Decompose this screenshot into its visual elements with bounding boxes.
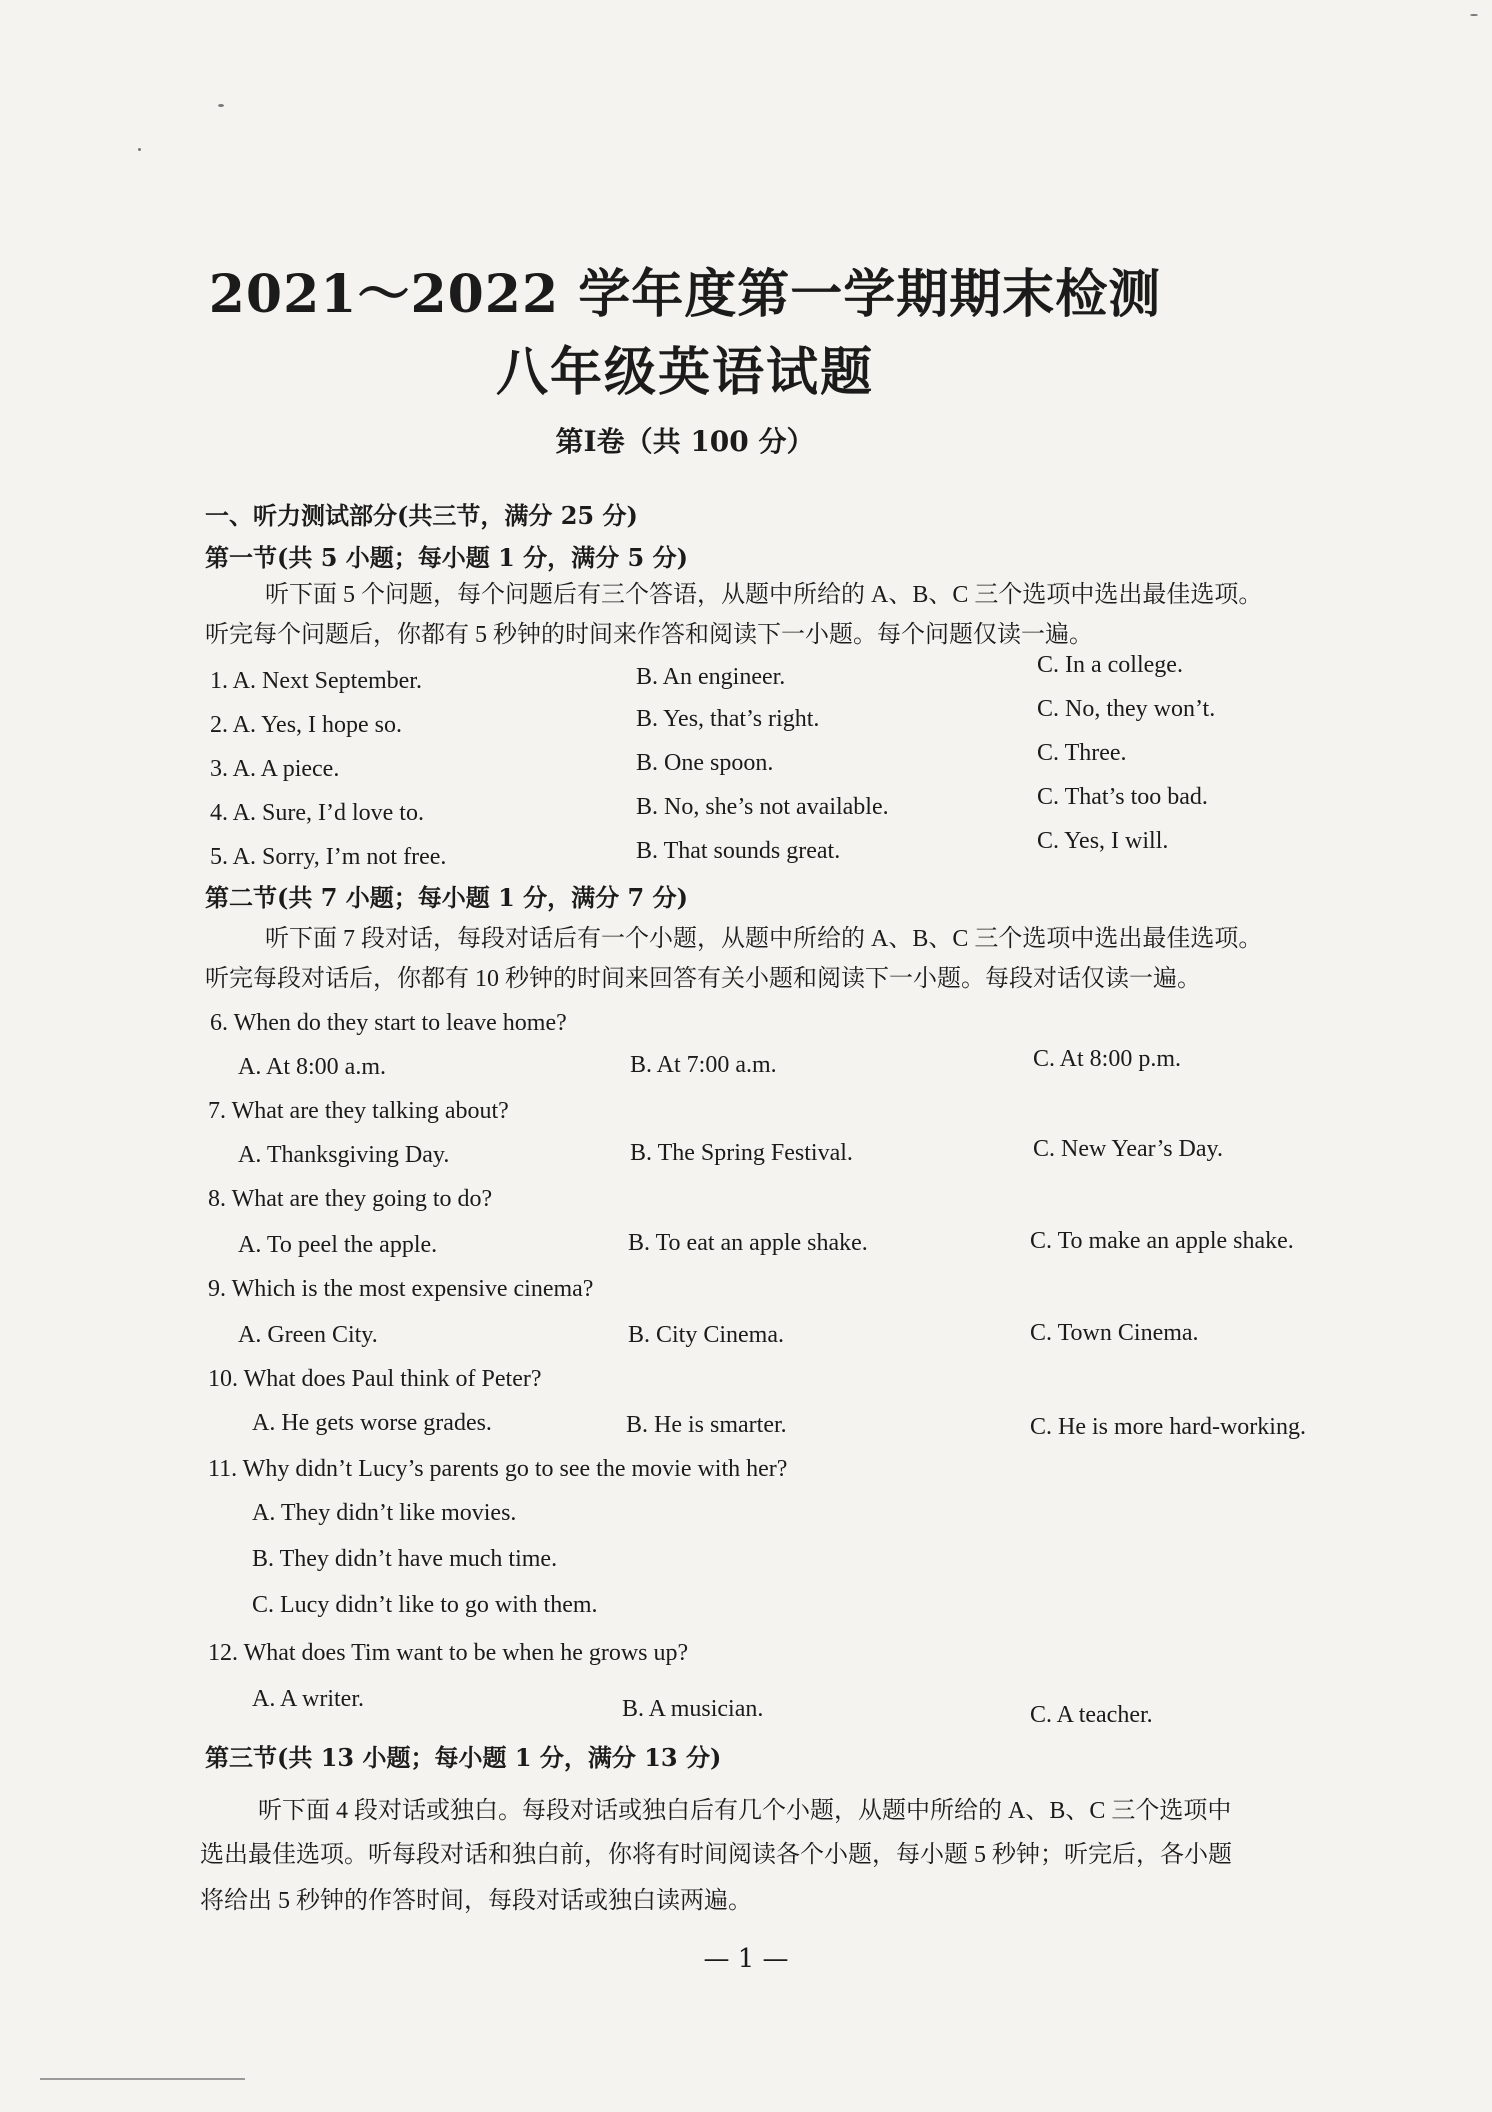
q2-option-a: 2. A. Yes, I hope so. <box>210 712 403 738</box>
scan-speck <box>138 148 141 151</box>
q4-option-b: B. No, she’s not available. <box>636 794 889 820</box>
q5-option-b: B. That sounds great. <box>636 838 841 864</box>
section3-heading: 第三节(共 13 小题；每小题 1 分，满分 13 分) <box>205 1743 722 1772</box>
q8-option-b: B. To eat an apple shake. <box>628 1230 868 1256</box>
q9-question: 9. Which is the most expensive cinema? <box>208 1276 594 1302</box>
section2-instruction: 听下面 7 段对话，每段对话后有一个小题，从题中所给的 A、B、C 三个选项中选出最佳选项。 <box>265 926 1263 952</box>
q12-question: 12. What does Tim want to be when he grows up? <box>208 1640 689 1666</box>
q8-option-a: A. To peel the apple. <box>238 1232 438 1258</box>
section1-instruction: 听下面 5 个问题，每个问题后有三个答语，从题中所给的 A、B、C 三个选项中选出最佳选项。 <box>265 582 1263 608</box>
section1-instruction: 听完每个问题后，你都有 5 秒钟的时间来作答和阅读下一小题。每个问题仅读一遍。 <box>205 622 1093 648</box>
q1-option-a: 1. A. Next September. <box>210 668 422 694</box>
q12-option-c: C. A teacher. <box>1030 1702 1153 1728</box>
section3-instruction: 选出最佳选项。听每段对话和独白前，你将有时间阅读各个小题，每小题 5 秒钟；听完后，各小题 <box>200 1842 1232 1868</box>
q10-option-a: A. He gets worse grades. <box>252 1410 492 1436</box>
q10-option-b: B. He is smarter. <box>626 1412 787 1438</box>
q2-option-b: B. Yes, that’s right. <box>636 706 820 732</box>
q9-option-b: B. City Cinema. <box>628 1322 784 1348</box>
q11-question: 11. Why didn’t Lucy’s parents go to see the movie with her? <box>208 1456 788 1482</box>
section1-heading: 第一节(共 5 小题；每小题 1 分，满分 5 分) <box>205 543 688 572</box>
q12-option-b: B. A musician. <box>622 1696 764 1722</box>
q6-question: 6. When do they start to leave home? <box>210 1010 567 1036</box>
q7-option-b: B. The Spring Festival. <box>630 1140 853 1166</box>
section3-instruction: 听下面 4 段对话或独白。每段对话或独白后有几个小题，从题中所给的 A、B、C 三个选项中 <box>258 1798 1232 1824</box>
q7-option-a: A. Thanksgiving Day. <box>238 1142 450 1168</box>
exam-title-line2: 八年级英语试题 <box>495 342 874 403</box>
q9-option-a: A. Green City. <box>238 1322 378 1348</box>
scan-speck <box>218 104 224 107</box>
q4-option-c: C. That’s too bad. <box>1037 784 1208 810</box>
section2-heading: 第二节(共 7 小题；每小题 1 分，满分 7 分) <box>205 883 688 912</box>
page-number: — 1 — <box>703 1944 789 1974</box>
q1-option-c: C. In a college. <box>1037 652 1183 678</box>
volume-heading: 第Ⅰ卷（共 100 分） <box>555 425 815 458</box>
q4-option-a: 4. A. Sure, I’d love to. <box>210 800 424 826</box>
exam-title-line1: 2021～2022 学年度第一学期期末检测 <box>208 264 1162 325</box>
part1-heading: 一、听力测试部分(共三节，满分 25 分) <box>205 501 638 530</box>
q1-option-b: B. An engineer. <box>636 664 786 690</box>
q6-option-c: C. At 8:00 p.m. <box>1033 1046 1182 1072</box>
q6-option-a: A. At 8:00 a.m. <box>238 1054 386 1080</box>
q10-option-c: C. He is more hard-working. <box>1030 1414 1306 1440</box>
q11-option-a: A. They didn’t like movies. <box>252 1500 517 1526</box>
q7-option-c: C. New Year’s Day. <box>1033 1136 1223 1162</box>
q7-question: 7. What are they talking about? <box>208 1098 509 1124</box>
q5-option-c: C. Yes, I will. <box>1037 828 1169 854</box>
q12-option-a: A. A writer. <box>252 1686 364 1712</box>
q9-option-c: C. Town Cinema. <box>1030 1320 1199 1346</box>
q2-option-c: C. No, they won’t. <box>1037 696 1216 722</box>
scan-speck <box>1470 14 1478 16</box>
q11-option-b: B. They didn’t have much time. <box>252 1546 558 1572</box>
scan-edge-line <box>40 2078 245 2080</box>
q8-option-c: C. To make an apple shake. <box>1030 1228 1294 1254</box>
q3-option-c: C. Three. <box>1037 740 1127 766</box>
q3-option-a: 3. A. A piece. <box>210 756 340 782</box>
q6-option-b: B. At 7:00 a.m. <box>630 1052 777 1078</box>
q8-question: 8. What are they going to do? <box>208 1186 493 1212</box>
q5-option-a: 5. A. Sorry, I’m not free. <box>210 844 447 870</box>
section3-instruction: 将给出 5 秒钟的作答时间，每段对话或独白读两遍。 <box>200 1888 752 1914</box>
section2-instruction: 听完每段对话后，你都有 10 秒钟的时间来回答有关小题和阅读下一小题。每段对话仅读一遍。 <box>205 966 1201 992</box>
q10-question: 10. What does Paul think of Peter? <box>208 1366 542 1392</box>
q3-option-b: B. One spoon. <box>636 750 774 776</box>
q11-option-c: C. Lucy didn’t like to go with them. <box>252 1592 598 1618</box>
